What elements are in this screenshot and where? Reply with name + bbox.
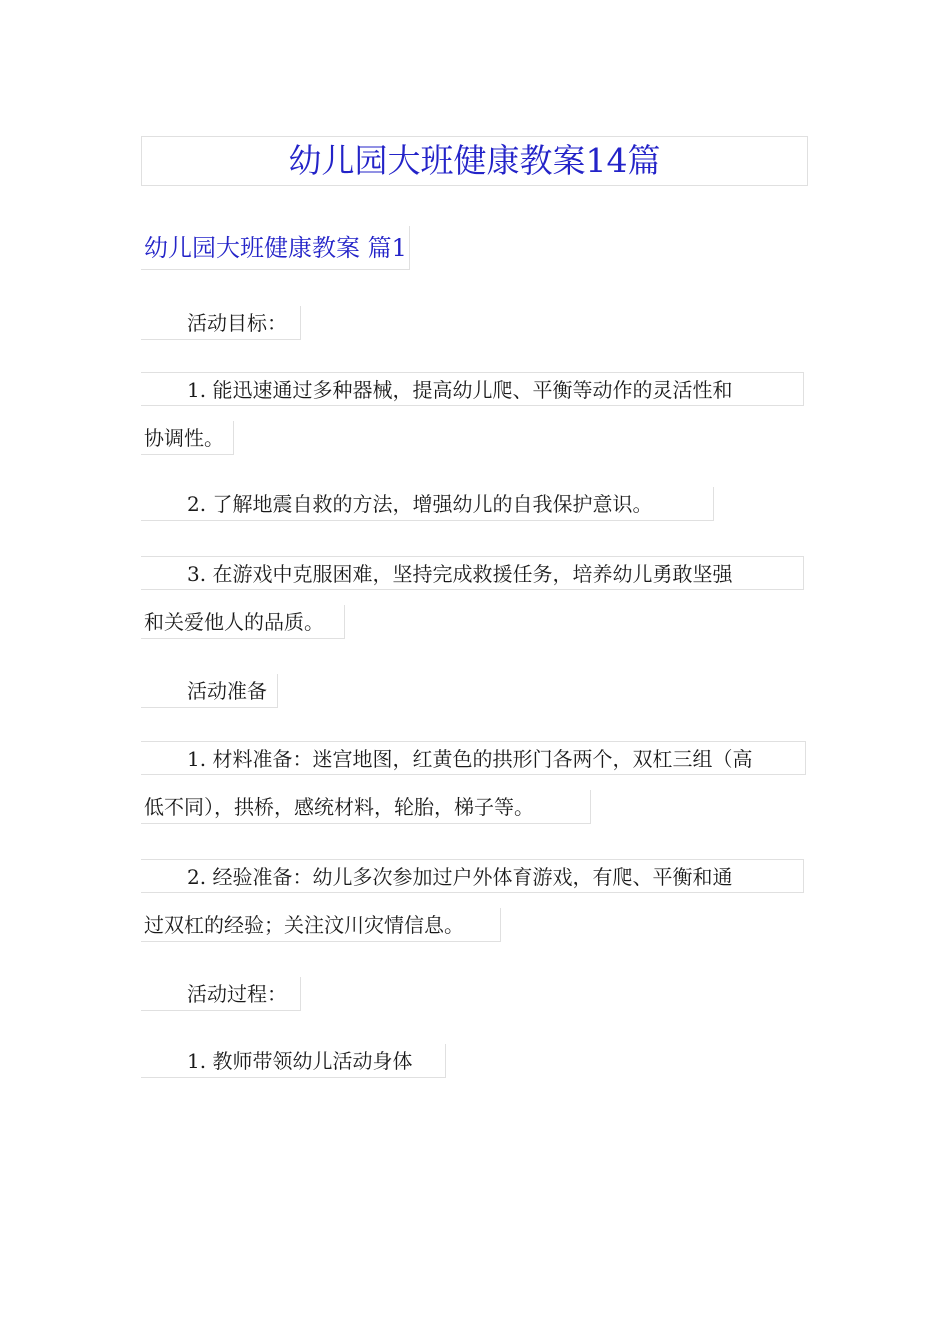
objective-1-line-2: 协调性。: [141, 421, 234, 455]
objective-3-line-2: 和关爱他人的品质。: [141, 605, 345, 639]
preparation-1-line-2: 低不同），拱桥，感统材料，轮胎，梯子等。: [141, 790, 591, 824]
objective-2: 2. 了解地震自救的方法，增强幼儿的自我保护意识。: [141, 487, 714, 521]
preparation-1-line-1: 1. 材料准备：迷宫地图，红黄色的拱形门各两个，双杠三组（高: [141, 741, 806, 775]
objective-3-line-1: 3. 在游戏中克服困难，坚持完成救援任务，培养幼儿勇敢坚强: [141, 556, 804, 590]
objectives-label: 活动目标：: [141, 306, 301, 340]
process-label: 活动过程：: [141, 977, 301, 1011]
preparation-2-line-1: 2. 经验准备：幼儿多次参加过户外体育游戏，有爬、平衡和通: [141, 859, 804, 893]
process-step-1: 1. 教师带领幼儿活动身体: [141, 1044, 446, 1078]
page-title: 幼儿园大班健康教案14篇: [141, 136, 808, 186]
objective-1-line-1: 1. 能迅速通过多种器械，提高幼儿爬、平衡等动作的灵活性和: [141, 372, 804, 406]
section-heading: 幼儿园大班健康教案 篇1: [141, 226, 410, 270]
preparation-2-line-2: 过双杠的经验；关注汶川灾情信息。: [141, 908, 501, 942]
preparation-label: 活动准备: [141, 674, 278, 708]
